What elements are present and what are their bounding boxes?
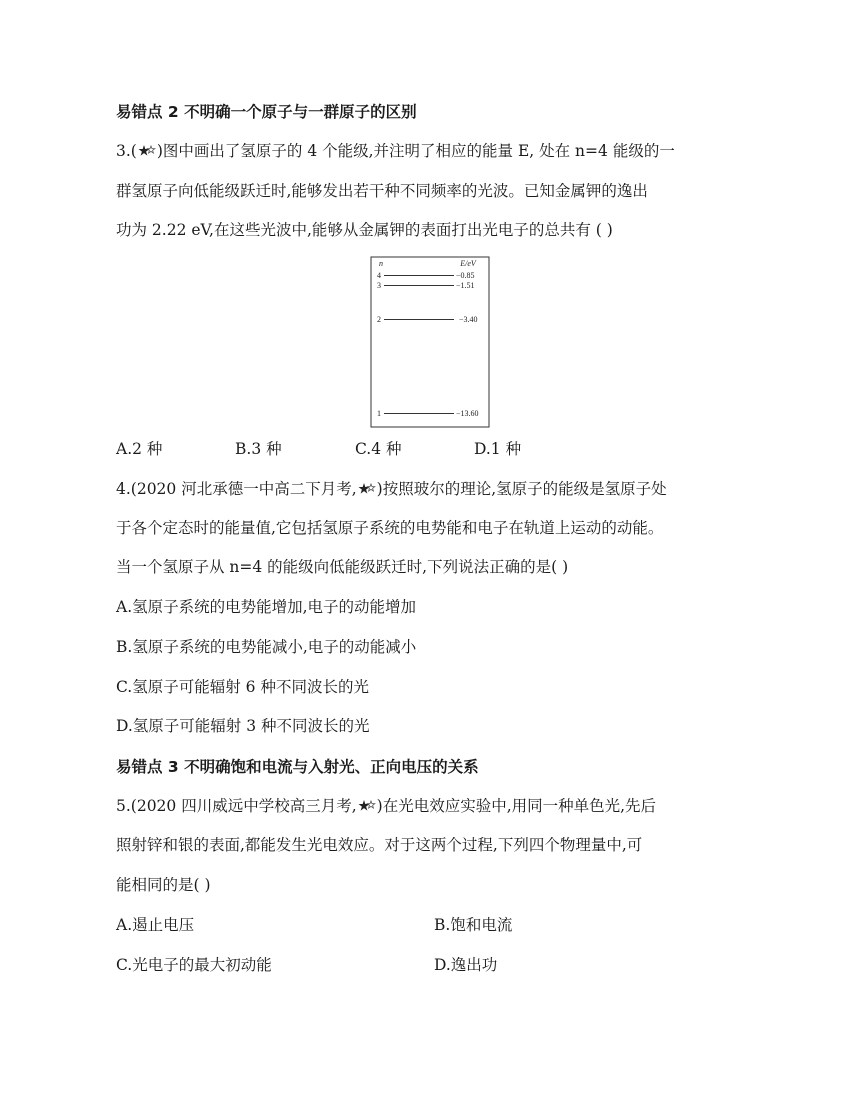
- q5-line-1: [116, 795, 656, 817]
- q3-text-1: )图中画出了氢原子的 4 个能级,并注明了相应的能量 E, 处在 n=4 能级的一: [156, 142, 675, 160]
- energy-level-diagram: [370, 256, 490, 428]
- section-heading-3: 易错点 3 不明确饱和电流与入射光、正向电压的关系: [116, 758, 479, 776]
- q3-option-b: B.3 种: [235, 440, 282, 458]
- level-3-n: 3: [377, 281, 381, 290]
- q4-text-1: )按照玻尔的理论,氢原子的能级是氢原子处: [376, 480, 667, 498]
- q4-option-a: A.氢原子系统的电势能增加,电子的动能增加: [116, 598, 417, 616]
- q5-option-b: B.饱和电流: [434, 916, 513, 934]
- q5-number: 5.(2020 四川威远中学校高三月考,: [116, 797, 357, 815]
- difficulty-star-icon: [138, 144, 156, 158]
- q3-option-c: C.4 种: [355, 440, 402, 458]
- q4-option-d: D.氢原子可能辐射 3 种不同波长的光: [116, 717, 370, 735]
- q3-option-a: A.2 种: [116, 440, 163, 458]
- q5-text-1: )在光电效应实验中,用同一种单色光,先后: [376, 797, 657, 815]
- q4-option-b: B.氢原子系统的电势能减小,电子的动能减小: [116, 638, 417, 656]
- level-4-n: 4: [377, 271, 381, 280]
- q3-line-2: 群氢原子向低能级跃迁时,能够发出若干种不同频率的光波。已知金属钾的逸出: [116, 182, 648, 200]
- q3-line-3: 功为 2.22 eV,在这些光波中,能够从金属钾的表面打出光电子的总共有 ( ): [116, 221, 613, 239]
- q3-number: 3.(: [116, 142, 137, 160]
- q5-option-c: C.光电子的最大初动能: [116, 956, 272, 974]
- level-1-n: 1: [377, 409, 381, 418]
- q3-option-d: D.1 种: [474, 440, 522, 458]
- level-2-n: 2: [377, 315, 381, 324]
- q3-line-1: [116, 140, 675, 162]
- diagram-n-label: n: [379, 259, 383, 268]
- difficulty-star-icon: [358, 799, 376, 813]
- level-2-energy: −3.40: [459, 315, 478, 324]
- q4-line-2: 于各个定态时的能量值,它包括氢原子系统的电势能和电子在轨道上运动的动能。: [116, 519, 664, 537]
- difficulty-star-icon: [358, 482, 376, 496]
- section-heading-2: 易错点 2 不明确一个原子与一群原子的区别: [116, 103, 417, 121]
- q4-number: 4.(2020 河北承德一中高二下月考,: [116, 480, 357, 498]
- diagram-energy-axis-label: E/eV: [460, 259, 476, 268]
- q4-option-c: C.氢原子可能辐射 6 种不同波长的光: [116, 678, 369, 696]
- level-3-energy: −1.51: [456, 281, 475, 290]
- level-1-energy: −13.60: [456, 409, 479, 418]
- q4-line-3: 当一个氢原子从 n=4 的能级向低能级跃迁时,下列说法正确的是( ): [116, 558, 569, 576]
- q5-line-3: 能相同的是( ): [116, 876, 211, 894]
- q5-option-d: D.逸出功: [434, 956, 498, 974]
- q5-option-a: A.遏止电压: [116, 916, 195, 934]
- q4-line-1: [116, 478, 667, 500]
- q5-line-2: 照射锌和银的表面,都能发生光电效应。对于这两个过程,下列四个物理量中,可: [116, 836, 643, 854]
- level-4-energy: −0.85: [456, 271, 475, 280]
